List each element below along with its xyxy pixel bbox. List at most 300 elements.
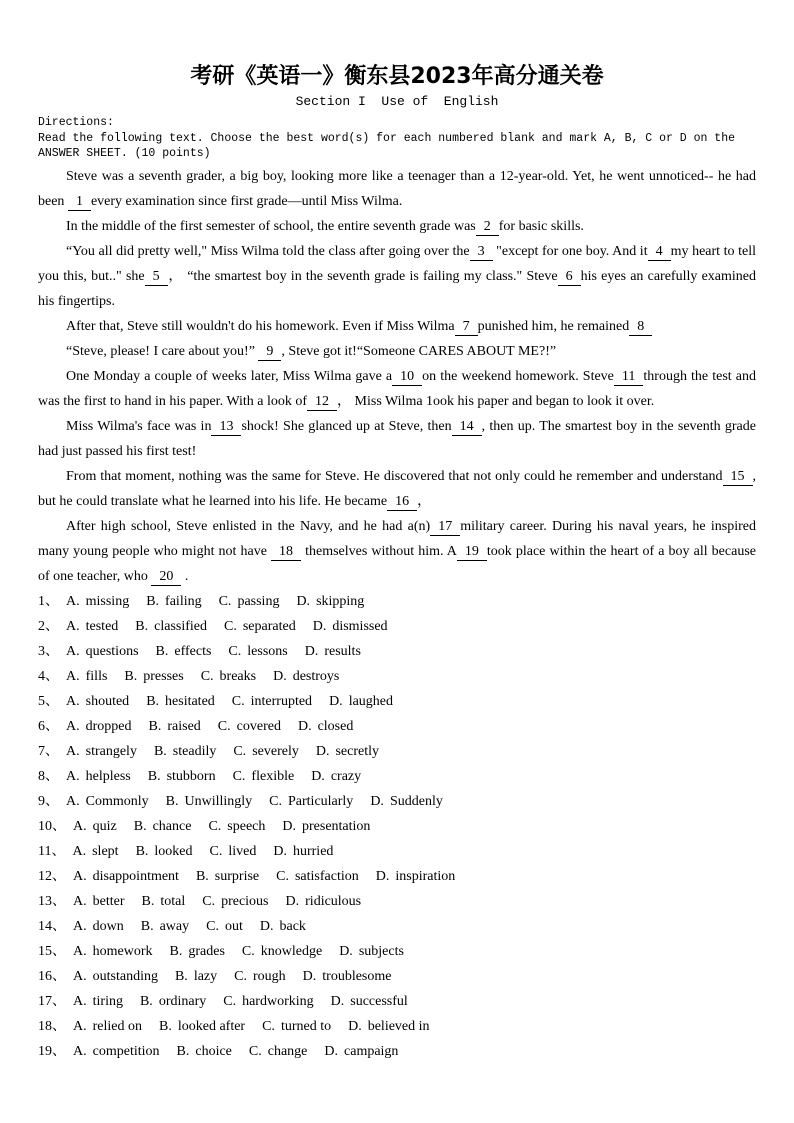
cloze-blank-16: 16 — [387, 493, 417, 511]
option-text: disappointment — [92, 868, 179, 884]
question-number: 13、 — [38, 893, 66, 909]
directions-label: Directions: — [38, 116, 114, 129]
option-3-C — [228, 644, 287, 659]
cloze-blank-13: 13 — [211, 418, 241, 436]
option-text: change — [267, 1043, 308, 1059]
passage-paragraph-2 — [38, 214, 756, 239]
option-2-B — [135, 619, 207, 634]
option-text: questions — [85, 643, 139, 659]
passage-paragraph-9 — [38, 514, 756, 589]
cloze-blank-12: 12 — [307, 393, 337, 411]
option-19-D — [324, 1044, 398, 1059]
option-14-A — [73, 919, 124, 934]
option-letter: C. — [276, 868, 289, 884]
option-13-A — [73, 894, 125, 909]
option-letter: D. — [348, 1018, 362, 1034]
option-letter: A. — [73, 943, 87, 959]
option-12-A — [73, 869, 179, 884]
option-text: inspiration — [395, 868, 456, 884]
passage-text: themselves without him. A — [301, 543, 457, 559]
option-text: crazy — [330, 768, 362, 784]
passage-text: every examination since first grade—until Miss Wilma. — [90, 193, 403, 209]
option-8-C — [233, 769, 295, 784]
option-letter: D. — [324, 1043, 339, 1059]
option-15-B — [170, 944, 225, 959]
option-letter: D. — [259, 918, 274, 934]
option-letter: B. — [139, 993, 153, 1009]
option-letter: B. — [135, 843, 149, 859]
passage-text: military career. During his naval years, he inspired many young people who might not have — [38, 518, 757, 559]
question-number: 6、 — [38, 718, 59, 734]
option-letter: C. — [200, 668, 214, 684]
option-2-C — [224, 619, 296, 634]
option-3-D — [305, 644, 361, 659]
passage-paragraph-3 — [38, 239, 756, 314]
option-1-D — [296, 594, 364, 609]
option-19-A — [73, 1044, 160, 1059]
option-letter: D. — [296, 593, 311, 609]
option-text: troublesome — [322, 968, 392, 984]
option-9-B — [166, 794, 253, 809]
question-row-13 — [38, 889, 756, 914]
passage-text: for basic skills. — [498, 218, 584, 234]
option-text: believed in — [367, 1018, 430, 1034]
option-letter: B. — [146, 693, 160, 709]
passage-text: Miss Wilma's face was in — [66, 418, 212, 434]
passage-text: my heart to tell you this, but.." she — [38, 243, 756, 284]
option-text: total — [160, 893, 186, 909]
question-row-19 — [38, 1039, 756, 1064]
option-6-A — [66, 719, 132, 734]
option-17-D — [331, 994, 408, 1009]
option-19-B — [177, 1044, 232, 1059]
option-letter: B. — [147, 768, 161, 784]
cloze-blank-5: 5 — [145, 268, 168, 286]
option-11-C — [210, 844, 257, 859]
option-text: lazy — [193, 968, 218, 984]
option-letter: A. — [72, 843, 87, 859]
option-18-B — [159, 1019, 245, 1034]
option-text: shouted — [85, 693, 130, 709]
option-letter: C. — [223, 993, 237, 1009]
cloze-blank-1: 1 — [68, 193, 91, 211]
option-text: back — [279, 918, 306, 934]
option-15-D — [339, 944, 404, 959]
option-18-D — [348, 1019, 429, 1034]
passage-text: shock! She glanced up at Steve, then — [241, 418, 452, 434]
option-letter: D. — [339, 943, 353, 959]
question-row-8 — [38, 764, 756, 789]
option-text: campaign — [344, 1043, 399, 1059]
option-text: lessons — [247, 643, 288, 659]
option-text: dropped — [85, 718, 132, 734]
option-text: chance — [152, 818, 192, 834]
option-letter: B. — [135, 618, 149, 634]
option-text: slept — [92, 843, 119, 859]
option-17-C — [223, 994, 313, 1009]
option-9-D — [370, 794, 443, 809]
option-14-C — [206, 919, 243, 934]
passage-text: "except for one boy. And it — [492, 243, 648, 259]
question-number: 19、 — [38, 1043, 66, 1059]
question-number: 5、 — [38, 693, 59, 709]
option-letter: D. — [312, 618, 327, 634]
option-letter: C. — [241, 943, 255, 959]
option-15-A — [73, 944, 153, 959]
cloze-blank-14: 14 — [452, 418, 482, 436]
passage-text: ， Miss Wilma 1ook his paper and began to look it over. — [337, 393, 655, 409]
question-number: 1、 — [38, 593, 59, 609]
option-text: interrupted — [250, 693, 313, 709]
option-letter: A. — [66, 743, 80, 759]
question-row-12 — [38, 864, 756, 889]
cloze-blank-7: 7 — [455, 318, 478, 336]
option-letter: D. — [282, 818, 296, 834]
option-16-B — [175, 969, 217, 984]
option-letter: A. — [73, 968, 87, 984]
option-letter: B. — [176, 1043, 190, 1059]
option-1-C — [219, 594, 280, 609]
cloze-blank-4: 4 — [648, 243, 671, 261]
question-row-18 — [38, 1014, 756, 1039]
option-8-B — [148, 769, 216, 784]
option-text: surprise — [214, 868, 260, 884]
option-letter: C. — [233, 743, 247, 759]
option-text: grades — [188, 943, 225, 959]
option-text: looked after — [177, 1018, 246, 1034]
option-letter: D. — [297, 718, 312, 734]
question-number: 2、 — [38, 618, 59, 634]
question-number: 4、 — [38, 668, 59, 684]
passage-text: , but he could translate what he learned into his life. He became — [38, 468, 756, 509]
option-letter: C. — [218, 593, 232, 609]
option-text: effects — [174, 643, 212, 659]
option-text: classified — [154, 618, 207, 634]
option-text: rough — [252, 968, 286, 984]
option-letter: D. — [302, 968, 317, 984]
option-letter: A. — [66, 693, 80, 709]
option-letter: D. — [273, 668, 287, 684]
option-letter: A. — [66, 668, 80, 684]
option-letter: A. — [73, 818, 87, 834]
option-text: tested — [85, 618, 119, 634]
option-13-C — [202, 894, 268, 909]
option-13-D — [286, 894, 362, 909]
question-row-3 — [38, 639, 756, 664]
option-letter: A. — [66, 618, 80, 634]
option-10-D — [282, 819, 370, 834]
option-text: lived — [228, 843, 257, 859]
option-letter: D. — [329, 693, 343, 709]
option-16-D — [303, 969, 392, 984]
option-text: skipping — [316, 593, 365, 609]
option-text: hurried — [292, 843, 334, 859]
option-text: hardworking — [242, 993, 314, 1009]
option-10-A — [73, 819, 117, 834]
option-19-C — [249, 1044, 308, 1059]
option-letter: A. — [66, 593, 80, 609]
option-text: breaks — [219, 668, 257, 684]
option-letter: D. — [311, 768, 325, 784]
option-letter: A. — [66, 768, 80, 784]
option-letter: B. — [155, 643, 169, 659]
option-4-A — [66, 669, 107, 684]
option-text: hesitated — [165, 693, 215, 709]
option-5-C — [232, 694, 312, 709]
cloze-blank-6: 6 — [558, 268, 581, 286]
option-text: missing — [85, 593, 130, 609]
option-5-A — [66, 694, 129, 709]
option-letter: D. — [273, 843, 287, 859]
option-text: out — [224, 918, 243, 934]
question-row-15 — [38, 939, 756, 964]
passage-text: After that, Steve still wouldn't do his homework. Even if Miss Wilma — [66, 318, 455, 334]
option-2-A — [66, 619, 118, 634]
option-11-D — [273, 844, 333, 859]
option-12-D — [376, 869, 456, 884]
question-number: 10、 — [38, 818, 66, 834]
option-letter: B. — [133, 818, 147, 834]
cloze-blank-11: 11 — [614, 368, 643, 386]
passage-text: One Monday a couple of weeks later, Miss Wilma gave a — [66, 368, 393, 384]
option-letter: B. — [169, 943, 183, 959]
option-letter: A. — [73, 1018, 87, 1034]
option-text: ordinary — [158, 993, 207, 1009]
option-text: choice — [195, 1043, 232, 1059]
option-text: knowledge — [260, 943, 323, 959]
option-letter: C. — [228, 643, 242, 659]
section-heading: Section I Use of English — [295, 94, 499, 109]
option-letter: A. — [66, 718, 80, 734]
option-text: quiz — [92, 818, 117, 834]
passage-text: From that moment, nothing was the same for Steve. He discovered that not only could he remember and understand — [66, 468, 723, 484]
option-text: turned to — [280, 1018, 332, 1034]
cloze-blank-9: 9 — [258, 343, 281, 361]
question-number: 8、 — [38, 768, 59, 784]
option-letter: A. — [73, 868, 87, 884]
option-text: fills — [85, 668, 108, 684]
question-number: 15、 — [38, 943, 66, 959]
option-letter: A. — [73, 1043, 87, 1059]
option-text: ridiculous — [305, 893, 362, 909]
directions-block — [38, 115, 756, 162]
page-title: 考研《英语一》衡东县2023年高分通关卷 — [190, 64, 604, 89]
passage-text: on the weekend homework. Steve — [422, 368, 614, 384]
option-4-D — [273, 669, 339, 684]
question-number: 12、 — [38, 868, 66, 884]
option-14-B — [141, 919, 189, 934]
option-text: separated — [242, 618, 296, 634]
option-text: stubborn — [166, 768, 216, 784]
option-text: dismissed — [332, 618, 388, 634]
option-text: flexible — [251, 768, 295, 784]
option-15-C — [242, 944, 322, 959]
option-13-B — [142, 894, 186, 909]
option-16-C — [234, 969, 286, 984]
option-letter: D. — [315, 743, 330, 759]
cloze-blank-17: 17 — [430, 518, 460, 536]
option-letter: B. — [159, 1018, 172, 1034]
option-text: failing — [165, 593, 202, 609]
question-row-5 — [38, 689, 756, 714]
option-text: covered — [236, 718, 281, 734]
option-letter: D. — [375, 868, 390, 884]
question-row-9 — [38, 789, 756, 814]
question-row-7 — [38, 739, 756, 764]
cloze-blank-19: 19 — [457, 543, 487, 561]
option-letter: B. — [146, 593, 160, 609]
question-row-4 — [38, 664, 756, 689]
option-2-D — [313, 619, 388, 634]
passage-paragraph-6 — [38, 364, 756, 414]
option-text: Unwillingly — [184, 793, 253, 809]
passage-text: In the middle of the first semester of school, the entire seventh grade was — [66, 218, 476, 234]
passage-text: ， “the smartest boy in the seventh grade is failing my class." Steve — [167, 268, 558, 284]
option-letter: B. — [165, 793, 179, 809]
option-text: secretly — [335, 743, 379, 759]
question-row-17 — [38, 989, 756, 1014]
question-number: 17、 — [38, 993, 66, 1009]
passage-paragraph-7 — [38, 414, 756, 464]
option-letter: C. — [206, 918, 219, 934]
option-text: presentation — [302, 818, 371, 834]
option-text: precious — [221, 893, 269, 909]
option-7-A — [66, 744, 137, 759]
passage-text: , Steve got it!“Someone CARES ABOUT ME?!” — [281, 343, 557, 359]
question-number: 9、 — [38, 793, 59, 809]
option-4-C — [201, 669, 256, 684]
passage-text: his eyes an carefully examined his fingertips. — [38, 268, 756, 309]
option-letter: A. — [73, 893, 87, 909]
option-text: competition — [92, 1043, 160, 1059]
cloze-blank-2: 2 — [476, 218, 499, 236]
option-9-C — [269, 794, 353, 809]
option-text: down — [92, 918, 124, 934]
option-text: away — [159, 918, 190, 934]
option-text: successful — [350, 993, 408, 1009]
option-letter: C. — [234, 968, 247, 984]
passage-text: took place within the heart of a boy all because of one teacher, who — [38, 543, 756, 584]
option-text: laughed — [348, 693, 394, 709]
option-12-C — [276, 869, 359, 884]
passage-text: “Steve, please! I care about you!” — [66, 343, 259, 359]
passage-text: “You all did pretty well," Miss Wilma told the class after going over the — [66, 243, 470, 259]
option-11-B — [136, 844, 193, 859]
option-letter: C. — [217, 718, 231, 734]
passage-paragraph-5 — [38, 339, 756, 364]
option-14-D — [260, 919, 306, 934]
option-letter: A. — [66, 643, 80, 659]
cloze-blank-18: 18 — [271, 543, 301, 561]
option-8-D — [311, 769, 361, 784]
option-10-B — [134, 819, 192, 834]
option-12-B — [196, 869, 259, 884]
question-row-11 — [38, 839, 756, 864]
cloze-blank-10: 10 — [392, 368, 422, 386]
option-6-B — [149, 719, 201, 734]
passage-text: After high school, Steve enlisted in the Navy, and he had a(n) — [66, 518, 431, 534]
option-7-D — [316, 744, 379, 759]
passage-text: punished him, he remained — [477, 318, 630, 334]
option-letter: D. — [304, 643, 319, 659]
option-letter: B. — [148, 718, 162, 734]
question-row-2 — [38, 614, 756, 639]
option-text: outstanding — [92, 968, 158, 984]
option-letter: C. — [248, 1043, 262, 1059]
option-text: better — [92, 893, 125, 909]
option-text: tiring — [92, 993, 123, 1009]
option-letter: A. — [66, 793, 80, 809]
option-letter: B. — [153, 743, 167, 759]
option-text: passing — [237, 593, 280, 609]
option-11-A — [72, 844, 118, 859]
option-text: relied on — [92, 1018, 142, 1034]
question-list — [38, 589, 756, 1064]
option-text: Suddenly — [389, 793, 443, 809]
option-6-C — [218, 719, 281, 734]
option-18-C — [262, 1019, 331, 1034]
option-10-C — [208, 819, 265, 834]
option-text: Commonly — [85, 793, 149, 809]
passage-text: ， — [417, 493, 432, 509]
option-letter: C. — [202, 893, 216, 909]
option-18-A — [73, 1019, 142, 1034]
passage-paragraph-1 — [38, 164, 756, 214]
option-letter: B. — [124, 668, 138, 684]
option-3-B — [156, 644, 212, 659]
question-row-10 — [38, 814, 756, 839]
option-text: raised — [167, 718, 201, 734]
option-text: speech — [227, 818, 266, 834]
option-16-A — [73, 969, 158, 984]
option-letter: A. — [73, 993, 87, 1009]
option-letter: C. — [262, 1018, 275, 1034]
question-row-14 — [38, 914, 756, 939]
option-text: homework — [92, 943, 153, 959]
option-7-C — [233, 744, 299, 759]
option-7-B — [154, 744, 216, 759]
cloze-blank-15: 15 — [723, 468, 753, 486]
option-text: helpless — [85, 768, 131, 784]
question-number: 11、 — [38, 843, 66, 859]
option-3-A — [66, 644, 139, 659]
option-letter: D. — [285, 893, 300, 909]
option-6-D — [298, 719, 353, 734]
option-17-A — [73, 994, 123, 1009]
option-letter: B. — [141, 893, 155, 909]
option-text: looked — [154, 843, 193, 859]
option-letter: C. — [269, 793, 282, 809]
cloze-blank-3: 3 — [470, 243, 493, 261]
option-text: results — [324, 643, 361, 659]
option-letter: B. — [174, 968, 188, 984]
option-5-D — [329, 694, 393, 709]
option-letter: B. — [195, 868, 209, 884]
option-letter: C. — [231, 693, 245, 709]
option-letter: B. — [140, 918, 154, 934]
option-letter: C. — [209, 843, 223, 859]
option-letter: D. — [330, 993, 345, 1009]
passage-paragraph-8 — [38, 464, 756, 514]
option-text: Particularly — [288, 793, 354, 809]
option-letter: A. — [73, 918, 87, 934]
option-4-B — [124, 669, 183, 684]
question-number: 16、 — [38, 968, 66, 984]
option-text: strangely — [85, 743, 137, 759]
option-1-B — [146, 594, 201, 609]
option-letter: C. — [208, 818, 222, 834]
cloze-passage — [38, 164, 756, 589]
